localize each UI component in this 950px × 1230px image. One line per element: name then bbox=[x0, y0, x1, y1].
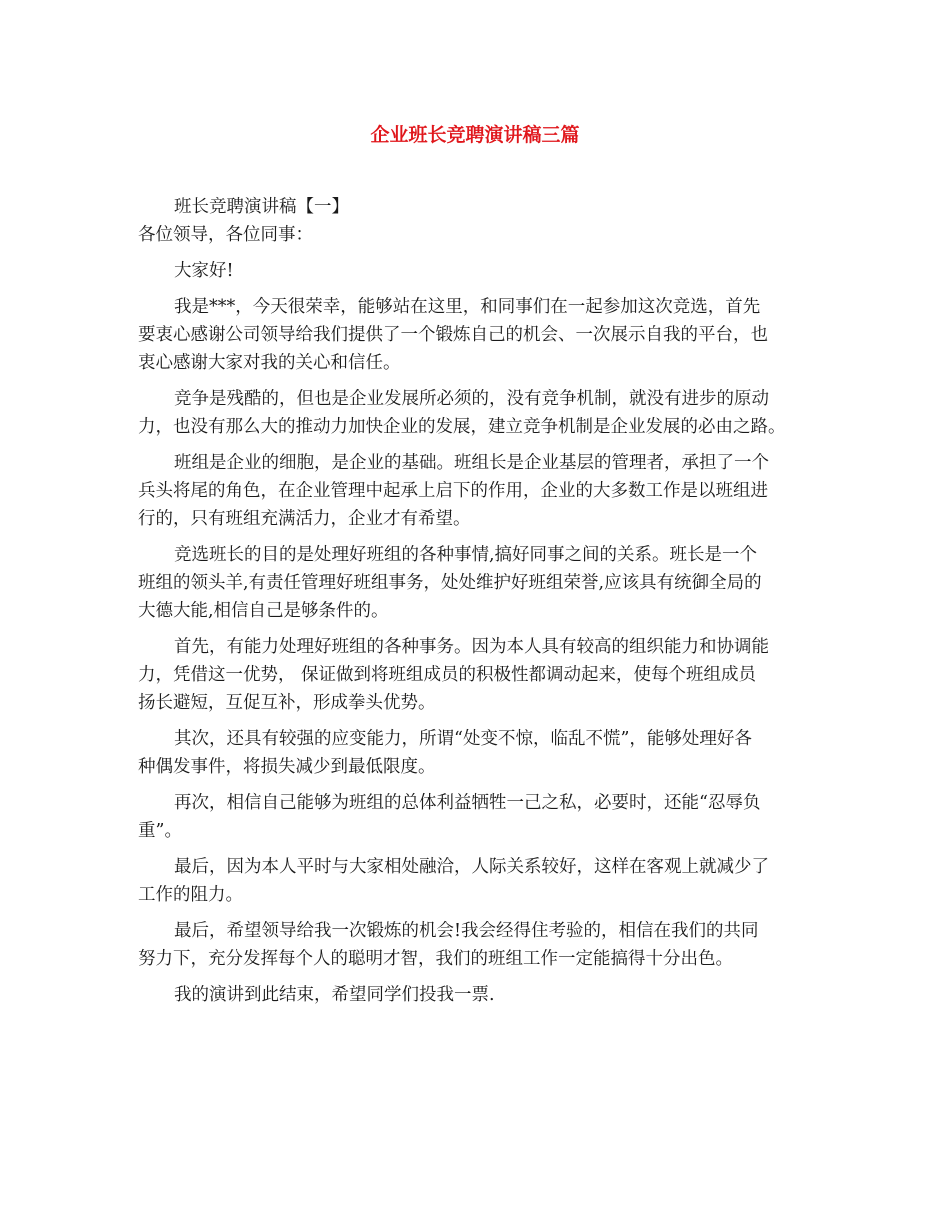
paragraph-4 bbox=[138, 541, 816, 625]
paragraph-line: 努力下，充分发挥每个人的聪明才智，我们的班组工作一定能搞得十分出色。 bbox=[138, 949, 733, 969]
paragraph-line: 其次，还具有较强的应变能力，所谓“处变不惊，临乱不慌”，能够处理好各 bbox=[174, 729, 752, 749]
paragraph-line: 再次，相信自己能够为班组的总体利益牺牲一己之私，必要时，还能“忍辱负 bbox=[174, 793, 761, 813]
paragraph-line: 大德大能,相信自己是够条件的。 bbox=[138, 601, 389, 621]
paragraph-line: 种偶发事件，将损失减少到最低限度。 bbox=[138, 757, 436, 777]
paragraph-line: 要衷心感谢公司领导给我们提供了一个锻炼自己的机会、一次展示自我的平台，也 bbox=[138, 325, 768, 345]
paragraph-3 bbox=[138, 449, 816, 533]
paragraph-line: 扬长避短，互促互补，形成拳头优势。 bbox=[138, 693, 436, 713]
document-body bbox=[138, 193, 816, 1009]
paragraph-2 bbox=[138, 385, 816, 441]
paragraph-line: 我是***，今天很荣幸，能够站在这里，和同事们在一起参加这次竞选，首先 bbox=[174, 297, 761, 317]
paragraph-line: 班组是企业的细胞，是企业的基础。班组长是企业基层的管理者，承担了一个 bbox=[174, 453, 769, 473]
paragraph-line: 衷心感谢大家对我的关心和信任。 bbox=[138, 353, 401, 373]
paragraph-line: 最后，因为本人平时与大家相处融洽，人际关系较好，这样在客观上就减少了 bbox=[174, 857, 769, 877]
greeting: 大家好! bbox=[174, 261, 234, 281]
section-heading: 班长竞聘演讲稿【一】 bbox=[174, 197, 349, 217]
paragraph-7 bbox=[138, 789, 816, 845]
paragraph-line: 竞争是残酷的，但也是企业发展所必须的，没有竞争机制，就没有进步的原动 bbox=[174, 389, 769, 409]
paragraph-9 bbox=[138, 917, 816, 973]
paragraph-line: 竞选班长的目的是处理好班组的各种事情,搞好同事之间的关系。班长是一个 bbox=[174, 545, 758, 565]
paragraph-line: 首先，有能力处理好班组的各种事务。因为本人具有较高的组织能力和协调能 bbox=[174, 637, 769, 657]
paragraph-line: 力，凭借这一优势， 保证做到将班组成员的积极性都调动起来，使每个班组成员 bbox=[138, 665, 757, 685]
salutation: 各位领导，各位同事： bbox=[138, 225, 313, 245]
paragraph-line: 最后，希望领导给我一次锻炼的机会!我会经得住考验的，相信在我们的共同 bbox=[174, 921, 759, 941]
paragraph-line: 工作的阻力。 bbox=[138, 885, 243, 905]
paragraph-8 bbox=[138, 853, 816, 909]
paragraph-line: 重”。 bbox=[138, 821, 182, 841]
paragraph-line: 力，也没有那么大的推动力加快企业的发展，建立竞争机制是企业发展的必由之路。 bbox=[138, 417, 786, 437]
paragraph-5 bbox=[138, 633, 816, 717]
paragraph-6 bbox=[138, 725, 816, 781]
paragraph-line: 班组的领头羊,有责任管理好班组事务，处处维护好班组荣誉,应该具有统御全局的 bbox=[138, 573, 762, 593]
document-title: 企业班长竞聘演讲稿三篇 bbox=[370, 124, 580, 146]
paragraph-line: 我的演讲到此结束，希望同学们投我一票. bbox=[174, 985, 495, 1005]
paragraph-line: 兵头将尾的角色，在企业管理中起承上启下的作用，企业的大多数工作是以班组进 bbox=[138, 481, 768, 501]
paragraph-1 bbox=[138, 293, 816, 377]
paragraph-line: 行的，只有班组充满活力，企业才有希望。 bbox=[138, 509, 471, 529]
paragraph-10 bbox=[138, 981, 816, 1009]
